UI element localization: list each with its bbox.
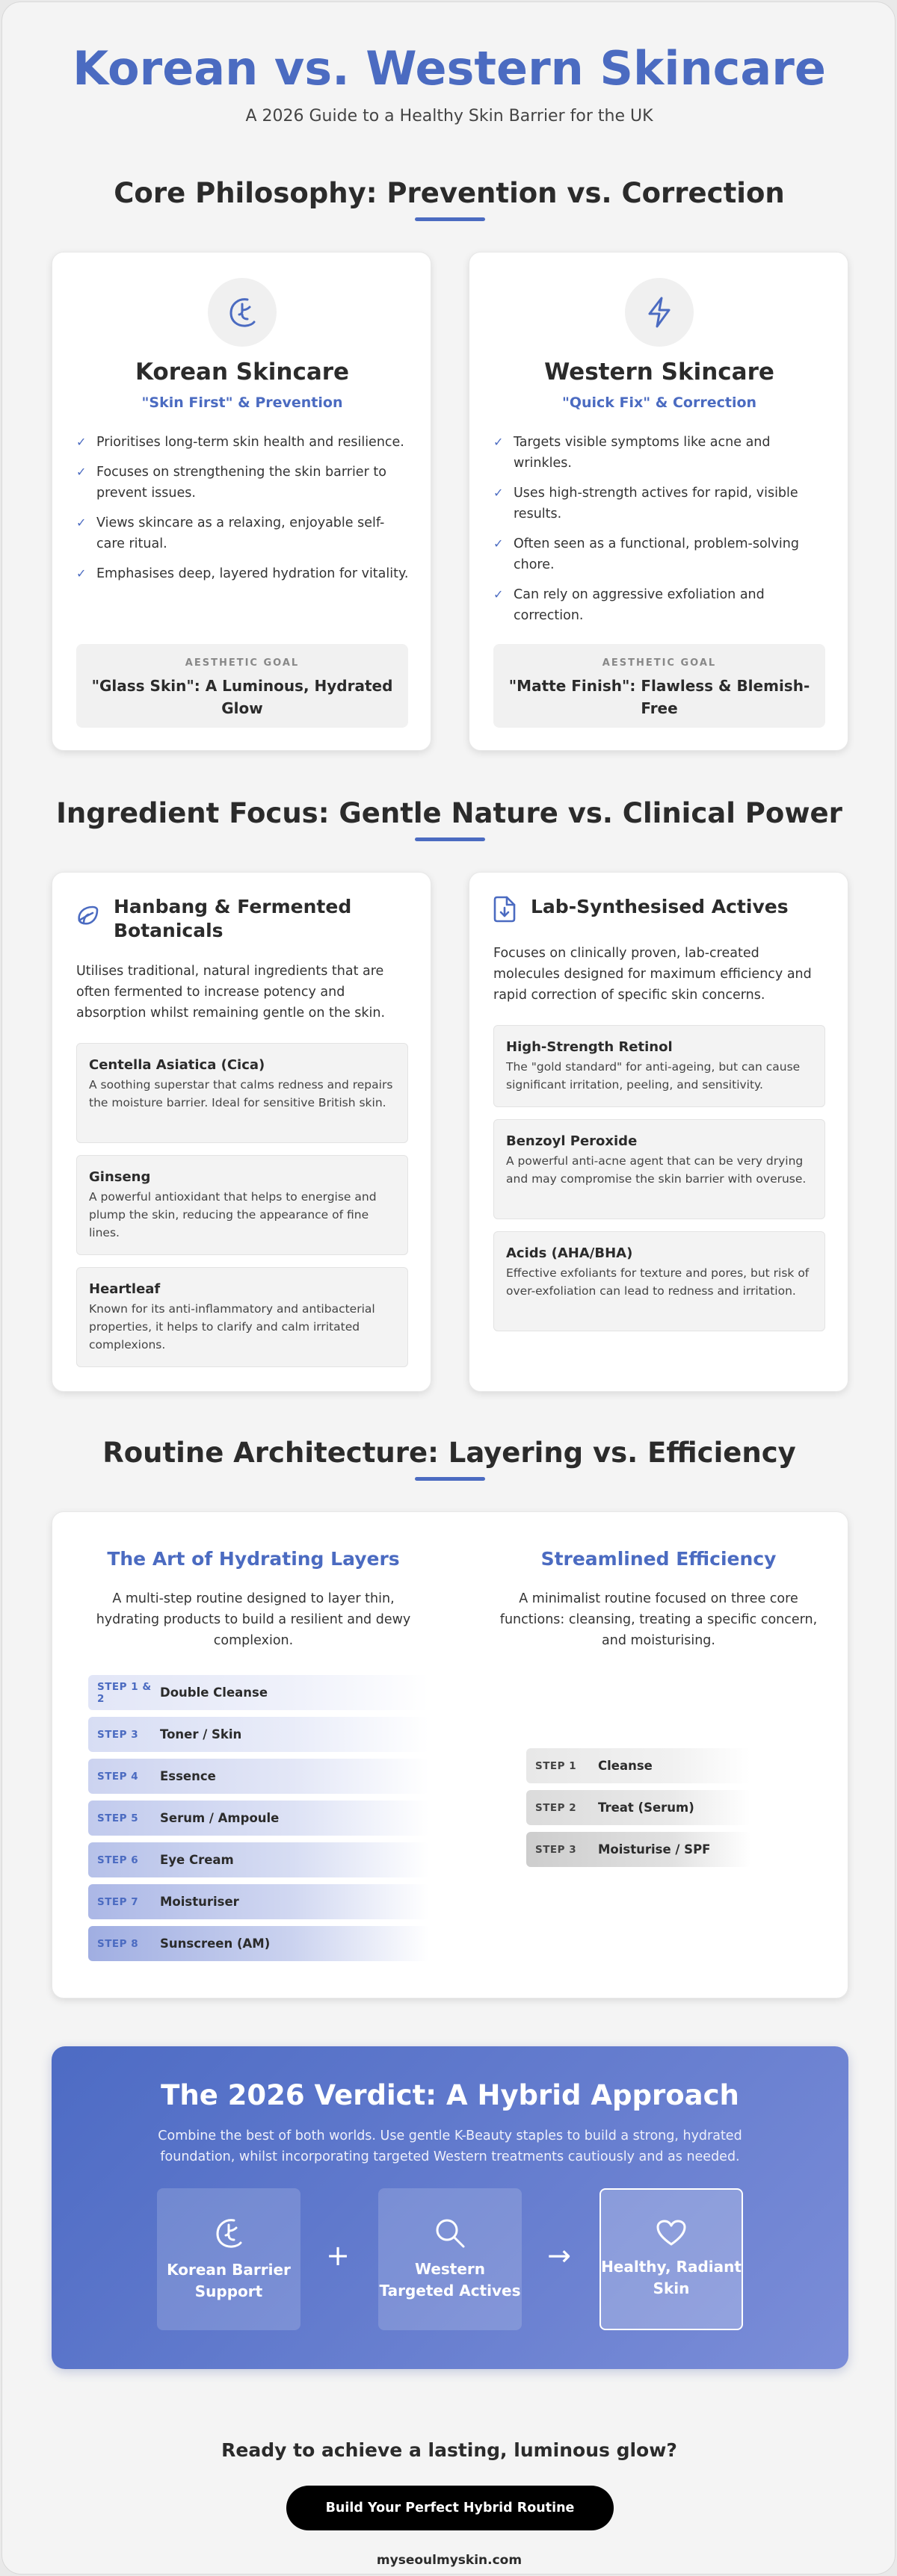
check-icon: ✓ xyxy=(76,465,87,479)
step-label: Serum / Ampoule xyxy=(160,1811,280,1825)
western-philosophy-card xyxy=(469,252,848,751)
korean-aesthetic-goal xyxy=(76,644,408,728)
step-label: Eye Cream xyxy=(160,1853,234,1867)
list-item: ✓ Emphasises deep, layered hydration for vitality. xyxy=(76,563,413,584)
korean-ingredients-description: Utilises traditional, natural ingredients that are often fermented to increase potency and absorption whilst remaining gentle on the skin. xyxy=(76,964,386,1021)
routine-card xyxy=(52,1511,848,1998)
page-title: Korean vs. Western Skincare xyxy=(73,41,826,96)
ingredient-item-retinol: High-Strength Retinol The "gold standard" for anti-ageing, but can cause significant irritation, peeling, and sensitivity. xyxy=(493,1025,825,1107)
routine-step xyxy=(88,1759,429,1794)
face-icon xyxy=(208,278,277,347)
step-label: Moisturise / SPF xyxy=(598,1842,711,1857)
goal-text: "Matte Finish": Flawless & Blemish-Free xyxy=(508,677,810,717)
step-number: STEP 7 xyxy=(97,1895,139,1908)
ingredient-item-ginseng: Ginseng A powerful antioxidant that helps to energise and plump the skin, reducing the appearance of fine lines. xyxy=(76,1155,408,1255)
list-item: ✓ Targets visible symptoms like acne and wrinkles. xyxy=(493,432,830,474)
korean-philosophy-card xyxy=(52,252,431,751)
section-underline xyxy=(415,837,485,841)
goal-label: AESTHETIC GOAL xyxy=(185,657,300,669)
ingredient-item-heartleaf: Heartleaf Known for its anti-inflammatory and antibacterial properties, it helps to clarify and calm irritated complexions. xyxy=(76,1267,408,1367)
korean-points-list xyxy=(76,432,413,593)
step-label: Essence xyxy=(160,1769,216,1783)
routine-step xyxy=(88,1675,429,1710)
step-number: STEP 1 & 2 xyxy=(97,1680,152,1705)
list-item: ✓ Views skincare as a relaxing, enjoyable self-care ritual. xyxy=(76,513,413,554)
goal-text: "Glass Skin": A Luminous, Hydrated Glow xyxy=(91,677,393,717)
routine-step xyxy=(526,1748,750,1783)
western-points-list xyxy=(493,432,830,635)
list-item: ✓ Can rely on aggressive exfoliation and correction. xyxy=(493,584,830,626)
step-number: STEP 8 xyxy=(97,1937,139,1950)
ingredient-item-cica: Centella Asiatica (Cica) A soothing superstar that calms redness and repairs the moisture barrier. Ideal for sensitive British skin. xyxy=(76,1043,408,1143)
philosophy-section-title: Core Philosophy: Prevention vs. Correction xyxy=(114,177,785,209)
korean-ingredients-title: Hanbang & Fermented Botanicals xyxy=(114,896,352,941)
korean-card-tagline: "Skin First" & Prevention xyxy=(141,394,343,411)
ingredient-item-acids: Acids (AHA/BHA) Effective exfoliants for texture and pores, but risk of over-exfoliation can lead to redness and irritation. xyxy=(493,1231,825,1331)
list-item: ✓ Prioritises long-term skin health and resilience. xyxy=(76,432,413,453)
step-number: STEP 6 xyxy=(97,1854,139,1866)
routine-step xyxy=(88,1926,429,1961)
step-label: Double Cleanse xyxy=(160,1685,268,1700)
leaf-icon xyxy=(75,902,100,931)
step-label: Toner / Skin xyxy=(160,1727,242,1741)
verdict-box-western: Western Targeted Actives xyxy=(378,2188,522,2330)
page-subtitle: A 2026 Guide to a Healthy Skin Barrier for the UK xyxy=(245,107,653,126)
step-number: STEP 1 xyxy=(535,1759,577,1772)
routine-step xyxy=(526,1832,750,1867)
step-number: STEP 2 xyxy=(535,1801,577,1814)
step-label: Moisturiser xyxy=(160,1895,239,1909)
routine-step xyxy=(526,1790,750,1825)
routine-step xyxy=(88,1842,429,1877)
korean-ingredients-card xyxy=(52,872,431,1392)
korean-routine-description: A multi-step routine designed to layer thin, hydrating products to build a resilient and dewy complexion. xyxy=(96,1591,411,1648)
western-aesthetic-goal xyxy=(493,644,825,728)
list-item: ✓ Uses high-strength actives for rapid, visible results. xyxy=(493,483,830,524)
check-icon: ✓ xyxy=(76,515,87,530)
lab-file-icon xyxy=(492,895,517,926)
section-underline xyxy=(415,1477,485,1481)
check-icon: ✓ xyxy=(76,435,87,449)
western-routine-title: Streamlined Efficiency xyxy=(540,1548,777,1570)
step-label: Cleanse xyxy=(598,1759,653,1773)
western-ingredients-description: Focuses on clinically proven, lab-created molecules designed for maximum efficiency and rapid correction of specific skin concerns. xyxy=(493,946,812,1003)
step-number: STEP 5 xyxy=(97,1812,139,1824)
goal-label: AESTHETIC GOAL xyxy=(602,657,717,669)
plus-icon: + xyxy=(326,2239,350,2272)
western-ingredients-card xyxy=(469,872,848,1392)
step-number: STEP 4 xyxy=(97,1770,139,1783)
site-link[interactable]: myseoulmyskin.com xyxy=(376,2553,523,2568)
heart-icon xyxy=(656,2219,687,2247)
western-card-tagline: "Quick Fix" & Correction xyxy=(561,394,757,411)
check-icon: ✓ xyxy=(493,435,504,449)
check-icon: ✓ xyxy=(76,566,87,580)
check-icon: ✓ xyxy=(493,587,504,601)
step-label: Treat (Serum) xyxy=(598,1801,694,1815)
ingredients-section-title: Ingredient Focus: Gentle Nature vs. Clinical Power xyxy=(56,797,842,829)
build-routine-button[interactable]: Build Your Perfect Hybrid Routine xyxy=(286,2486,614,2530)
check-icon: ✓ xyxy=(493,536,504,551)
verdict-title: The 2026 Verdict: A Hybrid Approach xyxy=(161,2079,739,2111)
check-icon: ✓ xyxy=(493,486,504,500)
search-icon xyxy=(434,2217,466,2250)
list-item: ✓ Focuses on strengthening the skin barrier to prevent issues. xyxy=(76,462,413,504)
step-number: STEP 3 xyxy=(535,1843,577,1856)
verdict-box-result: Healthy, Radiant Skin xyxy=(599,2188,743,2330)
western-card-title: Western Skincare xyxy=(544,359,774,386)
verdict-panel xyxy=(52,2046,848,2369)
routine-step xyxy=(88,1801,429,1836)
section-underline xyxy=(415,217,485,221)
verdict-description: Combine the best of both worlds. Use gentle K-Beauty staples to build a strong, hydrated foundation, whilst incorporating targeted Western treatments cautiously and as needed. xyxy=(158,2128,742,2164)
routine-step xyxy=(88,1884,429,1919)
arrow-right-icon: → xyxy=(547,2239,571,2272)
list-item: ✓ Often seen as a functional, problem-solving chore. xyxy=(493,533,830,575)
western-routine-description: A minimalist routine focused on three core functions: cleansing, treating a specific concern, and moisturising. xyxy=(499,1591,818,1648)
page xyxy=(1,1,896,2575)
western-ingredients-title: Lab-Synthesised Actives xyxy=(531,896,789,917)
step-label: Sunscreen (AM) xyxy=(160,1936,271,1951)
verdict-box-korean: Korean Barrier Support xyxy=(157,2188,300,2330)
cta-question: Ready to achieve a lasting, luminous glow? xyxy=(221,2439,677,2461)
routine-step xyxy=(88,1717,429,1752)
step-number: STEP 3 xyxy=(97,1728,139,1741)
face-icon xyxy=(212,2216,246,2250)
lightning-icon xyxy=(625,278,694,347)
korean-card-title: Korean Skincare xyxy=(135,359,350,386)
ingredient-item-benzoyl-peroxide: Benzoyl Peroxide A powerful anti-acne agent that can be very drying and may compromise the skin barrier with overuse. xyxy=(493,1119,825,1219)
korean-routine-title: The Art of Hydrating Layers xyxy=(107,1548,400,1570)
routine-section-title: Routine Architecture: Layering vs. Efficiency xyxy=(102,1437,796,1469)
